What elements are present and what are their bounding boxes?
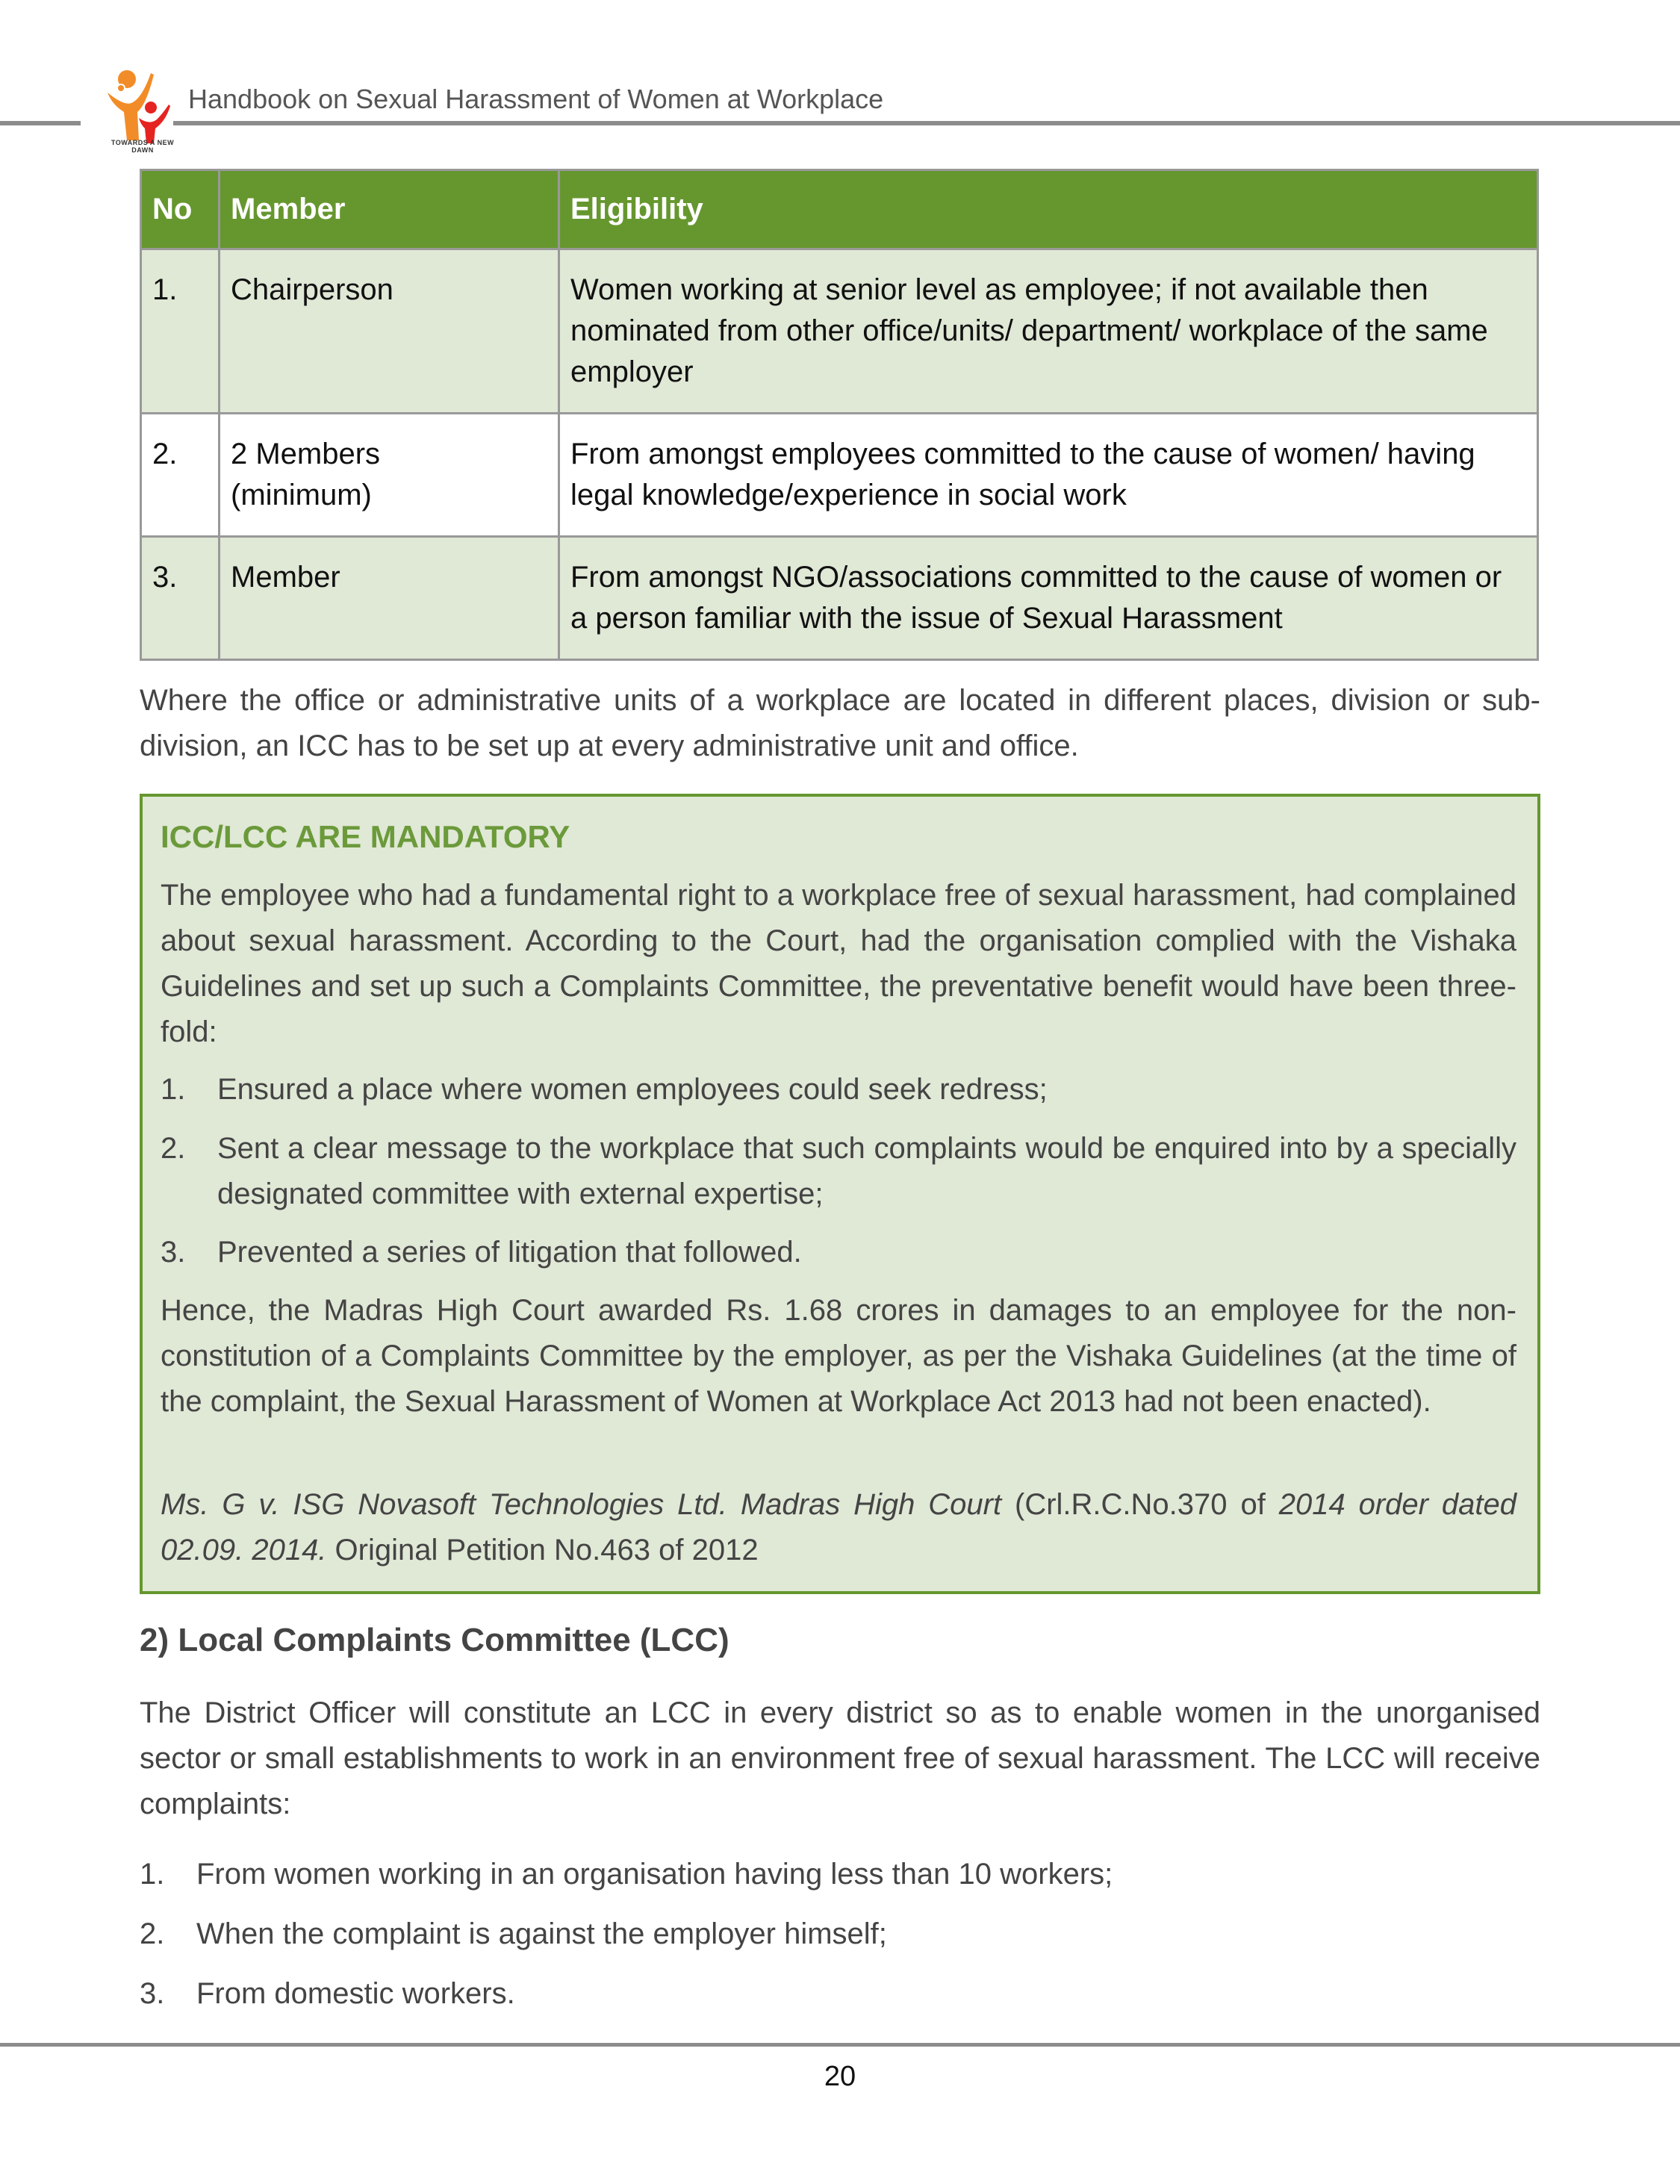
committee-members-table <box>140 169 1539 661</box>
running-header-title: Handbook on Sexual Harassment of Women at Workplace <box>188 84 884 114</box>
cell-no: 2. <box>141 414 220 537</box>
list-number: 1. <box>140 1858 165 1891</box>
list-text: Sent a clear message to the workplace that such complaints would be enquired into by a specially designated committee with external expertise; <box>217 1132 1516 1210</box>
callout-paragraph-1: The employee who had a fundamental right to a workplace free of sexual harassment, had complained about sexual harassment. According to the Court, had the organisation complied with the Vishaka Guidelines and set up such a Complaints Committee, the preventative benefit would have been three-fold: <box>161 879 1516 1048</box>
list-number: 3. <box>161 1236 186 1269</box>
mandatory-callout-box <box>140 794 1540 1594</box>
list-text: Prevented a series of litigation that followed. <box>217 1236 802 1269</box>
cell-member: Member <box>220 537 559 660</box>
cell-eligibility: From amongst employees committed to the cause of women/ having legal knowledge/experience in social work <box>559 414 1538 537</box>
citation-petition: Original Petition No.463 of 2012 <box>326 1534 759 1567</box>
callout-title: ICC/LCC ARE MANDATORY <box>161 819 570 854</box>
list-text: From women working in an organisation having less than 10 workers; <box>196 1858 1113 1891</box>
case-citation <box>161 1482 1516 1573</box>
citation-case-name: Ms. G v. ISG Novasoft Technologies Ltd. Madras High Court <box>161 1488 1002 1521</box>
column-header-no: No <box>141 170 220 249</box>
header-rule-left <box>0 121 81 125</box>
citation-ref: (Crl.R.C.No.370 of <box>1001 1488 1279 1521</box>
section-heading-lcc: 2) Local Complaints Committee (LCC) <box>140 1622 729 1658</box>
column-header-eligibility: Eligibility <box>559 170 1538 249</box>
lcc-paragraph: The District Officer will constitute an LCC in every district so as to enable women in the unorganised sector or small establishments to work in an environment free of sexual harassment. The LCC will receive complaints: <box>140 1696 1540 1820</box>
cell-no: 1. <box>141 249 220 414</box>
list-number: 2. <box>161 1132 186 1165</box>
footer-rule <box>0 2043 1680 2047</box>
page-number: 20 <box>824 2061 856 2092</box>
list-text: When the complaint is against the employer himself; <box>196 1917 887 1950</box>
table-header-row <box>141 170 1538 249</box>
callout-paragraph-2: Hence, the Madras High Court awarded Rs. 1.68 crores in damages to an employee for the non-constitution of a Complaints Committee by the employer, as per the Vishaka Guidelines (at the time of the complaint, the Sexual Harassment of Women at Workplace Act 2013 had not been enacted). <box>161 1294 1516 1418</box>
cell-eligibility: From amongst NGO/associations committed to the cause of women or a person familiar with the issue of Sexual Harassment <box>559 537 1538 660</box>
column-header-member: Member <box>220 170 559 249</box>
cell-eligibility: Women working at senior level as employee; if not available then nominated from other office/units/ department/ workplace of the same employer <box>559 249 1538 414</box>
logo-tagline: TOWARDS A NEW DAWN <box>111 139 175 154</box>
table-row <box>141 249 1538 414</box>
header-rule-right <box>173 121 1680 125</box>
list-number: 3. <box>140 1977 165 2010</box>
cell-member: Chairperson <box>220 249 559 414</box>
list-text: Ensured a place where women employees could seek redress; <box>217 1073 1048 1106</box>
citation-date: 2014 order dated 02.09. 2014. <box>161 1488 1517 1567</box>
intro-paragraph: Where the office or administrative units of a workplace are located in different places, division or sub-division, an ICC has to be set up at every administrative unit and office. <box>140 684 1540 762</box>
table-row <box>141 537 1538 660</box>
cell-member: 2 Members (minimum) <box>220 414 559 537</box>
cell-no: 3. <box>141 537 220 660</box>
list-number: 2. <box>140 1917 165 1950</box>
table-row <box>141 414 1538 537</box>
list-text: From domestic workers. <box>196 1977 515 2010</box>
list-number: 1. <box>161 1073 186 1106</box>
